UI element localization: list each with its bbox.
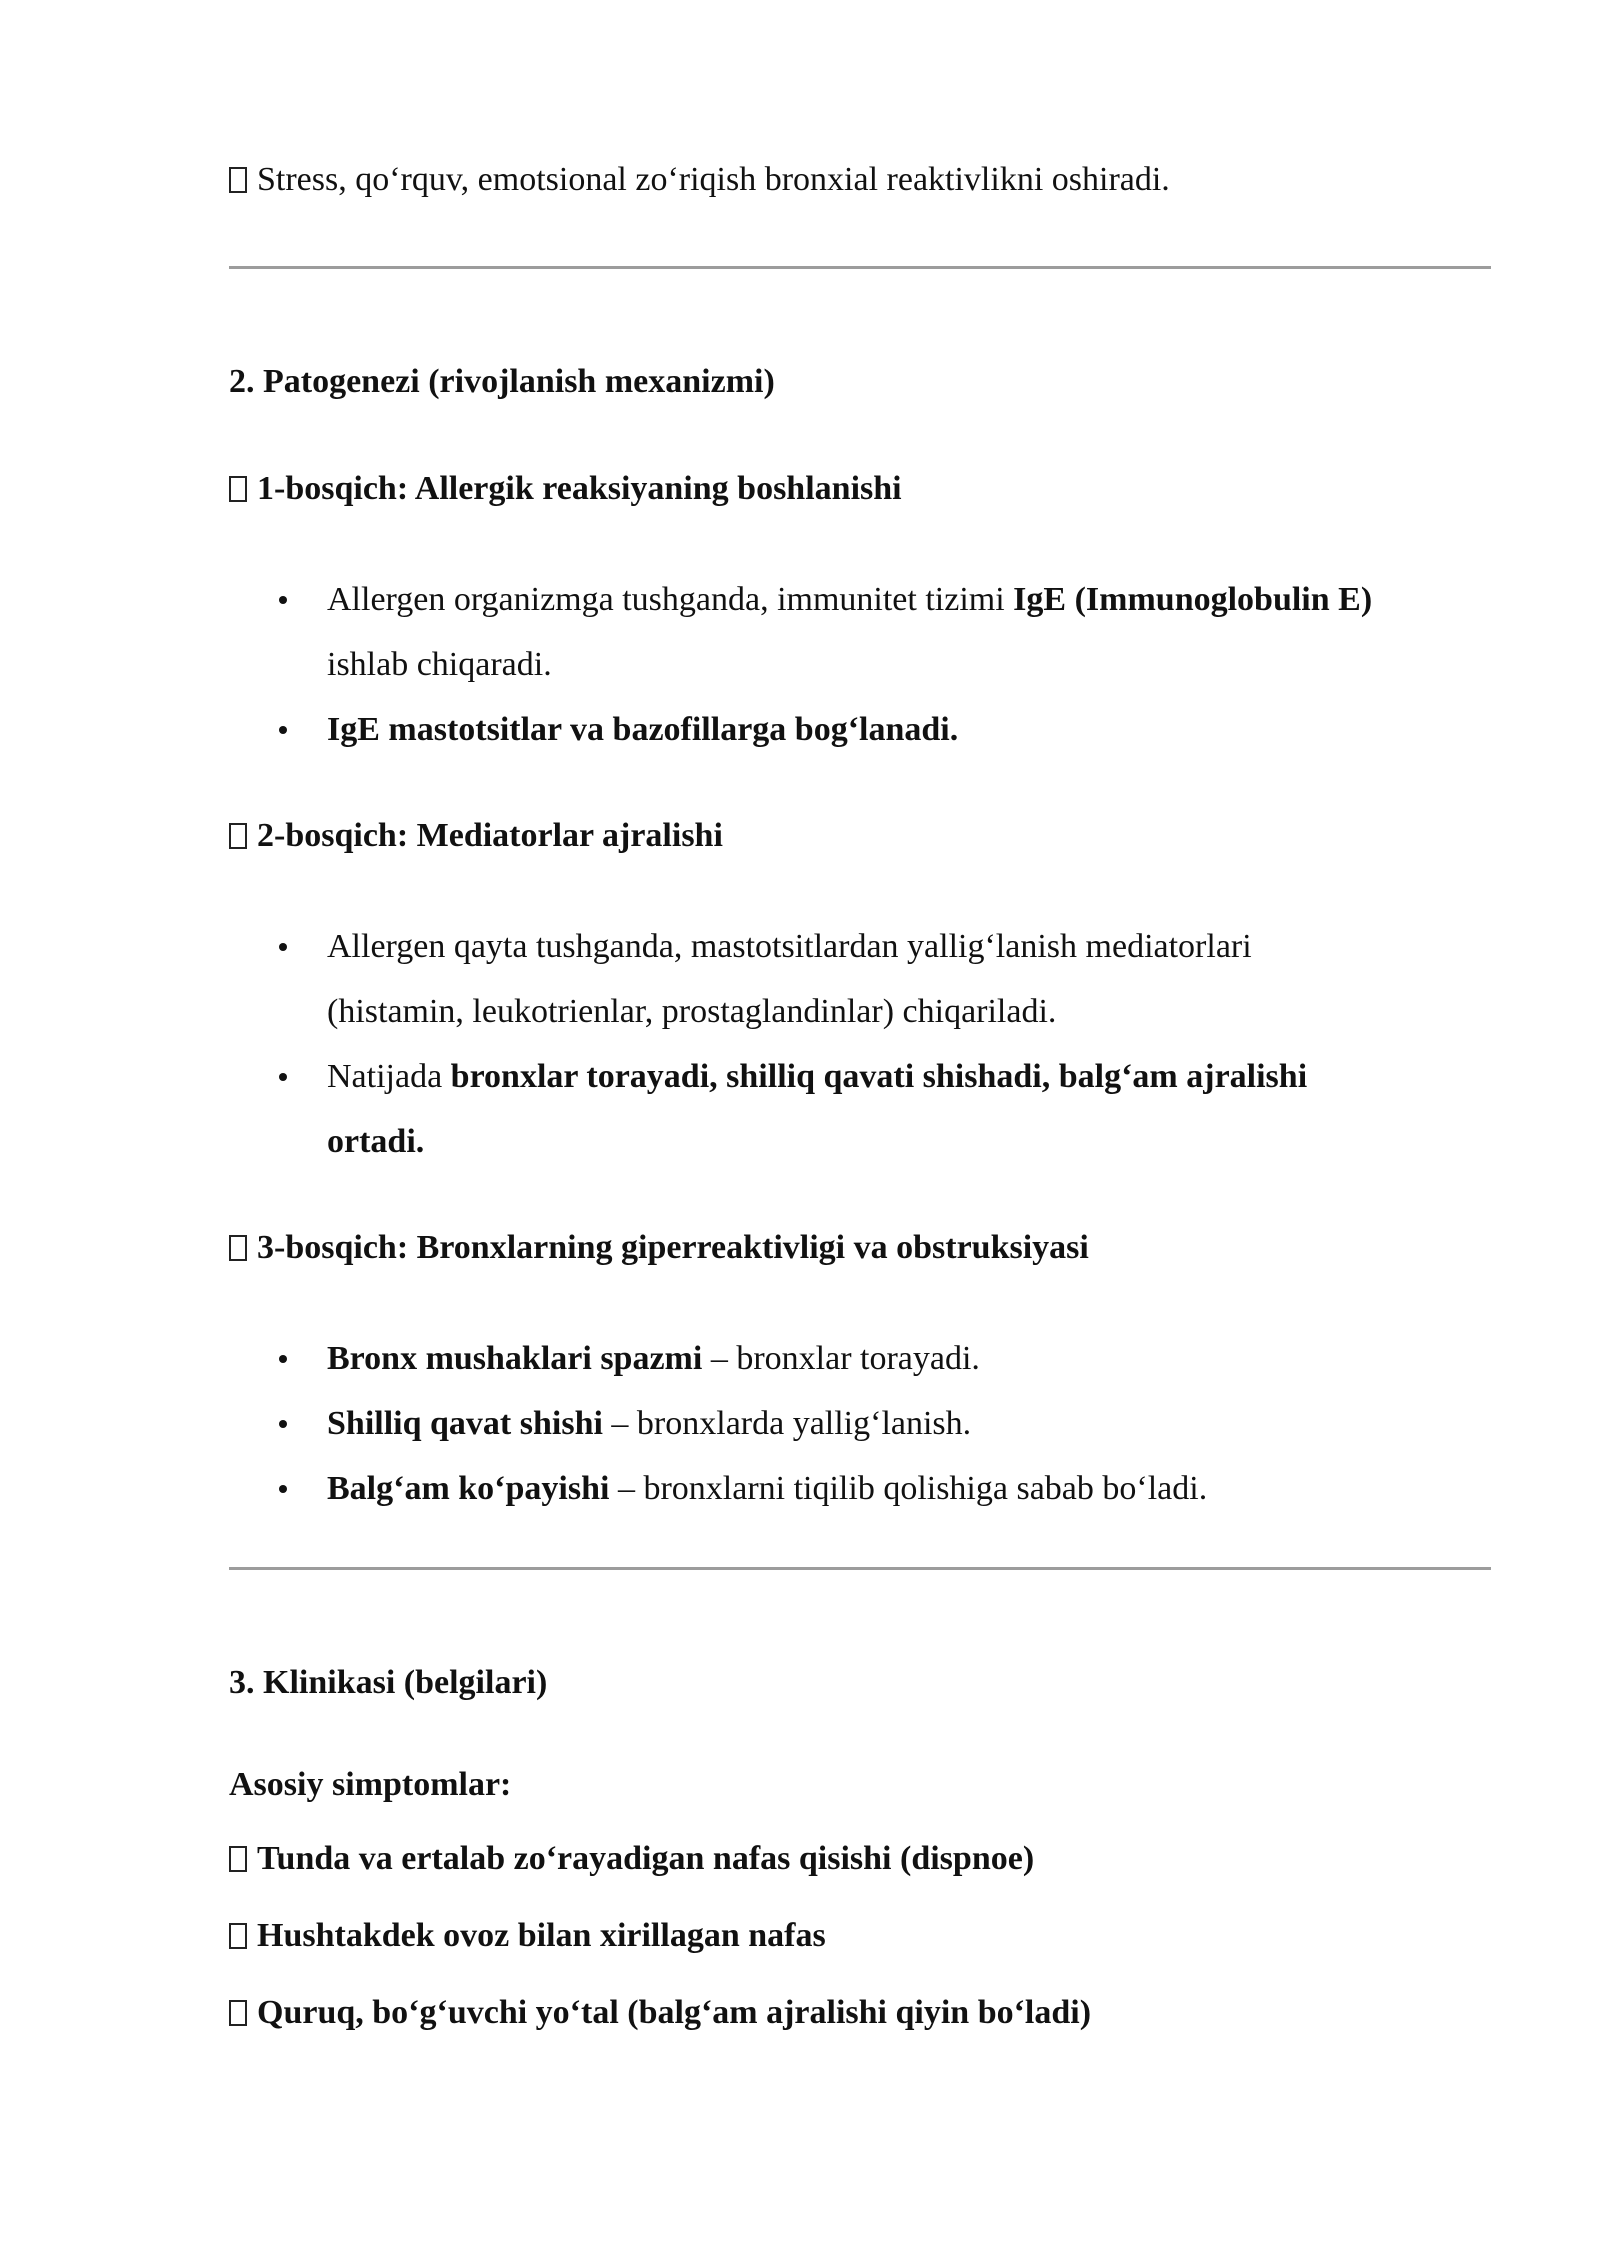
- missing-glyph-icon: [229, 1846, 247, 1872]
- symptom-text: Quruq, bo‘g‘uvchi yo‘tal (balg‘am ajralishi qiyin bo‘ladi): [257, 1994, 1092, 2031]
- symptom-item: [229, 1839, 1034, 1879]
- bullet-icon: [279, 1355, 287, 1363]
- stage-3-title: [229, 1228, 1089, 1268]
- symptom-text: Tunda va ertalab zo‘rayadigan nafas qisishi (dispnoe): [257, 1840, 1035, 1877]
- stage-3-title-text: 3-bosqich: Bronxlarning giperreaktivligi va obstruksiyasi: [257, 1229, 1089, 1266]
- missing-glyph-icon: [229, 167, 247, 193]
- list-item-text: Balg‘am ko‘payishi – bronxlarni tiqilib qolishiga sabab bo‘ladi.: [327, 1470, 1208, 1507]
- list-item-text: Allergen organizmga tushganda, immunitet tizimi IgE (Immunoglobulin E): [327, 581, 1373, 618]
- list-item-text: Shilliq qavat shishi – bronxlarda yallig‘lanish.: [327, 1405, 972, 1442]
- horizontal-divider: [229, 1567, 1491, 1570]
- missing-glyph-icon: [229, 476, 247, 502]
- missing-glyph-icon: [229, 1235, 247, 1261]
- stage-2-title-text: 2-bosqich: Mediatorlar ajralishi: [257, 817, 723, 854]
- symptom-item: [229, 1993, 1091, 2033]
- symptom-item: [229, 1916, 826, 1956]
- list-item-text: (histamin, leukotrienlar, prostaglandinlar) chiqariladi.: [327, 993, 1057, 1030]
- stage-1-title: [229, 469, 902, 509]
- bullet-icon: [279, 1485, 287, 1493]
- stage-1-title-text: 1-bosqich: Allergik reaksiyaning boshlanishi: [257, 470, 902, 507]
- symptoms-subheading: Asosiy simptomlar:: [229, 1766, 512, 1803]
- bullet-icon: [279, 943, 287, 951]
- bullet-icon: [279, 596, 287, 604]
- intro-text: Stress, qo‘rquv, emotsional zo‘riqish bronxial reaktivlikni oshiradi.: [257, 161, 1170, 198]
- stage-2-title: [229, 816, 723, 856]
- bullet-icon: [279, 1073, 287, 1081]
- section-3-heading: 3. Klinikasi (belgilari): [229, 1664, 548, 1701]
- bullet-icon: [279, 726, 287, 734]
- intro-line: [229, 160, 1170, 200]
- horizontal-divider: [229, 266, 1491, 269]
- symptom-text: Hushtakdek ovoz bilan xirillagan nafas: [257, 1917, 826, 1954]
- missing-glyph-icon: [229, 823, 247, 849]
- list-item-text: ortadi.: [327, 1123, 425, 1160]
- missing-glyph-icon: [229, 1923, 247, 1949]
- list-item-text: ishlab chiqaradi.: [327, 646, 552, 683]
- bullet-icon: [279, 1420, 287, 1428]
- list-item-text: IgE mastotsitlar va bazofillarga bog‘lanadi.: [327, 711, 959, 748]
- list-item-text: Natijada bronxlar torayadi, shilliq qavati shishadi, balg‘am ajralishi: [327, 1058, 1308, 1095]
- list-item-text: Bronx mushaklari spazmi – bronxlar torayadi.: [327, 1340, 980, 1377]
- missing-glyph-icon: [229, 2000, 247, 2026]
- list-item-text: Allergen qayta tushganda, mastotsitlardan yallig‘lanish mediatorlari: [327, 928, 1252, 965]
- section-2-heading: 2. Patogenezi (rivojlanish mexanizmi): [229, 363, 775, 400]
